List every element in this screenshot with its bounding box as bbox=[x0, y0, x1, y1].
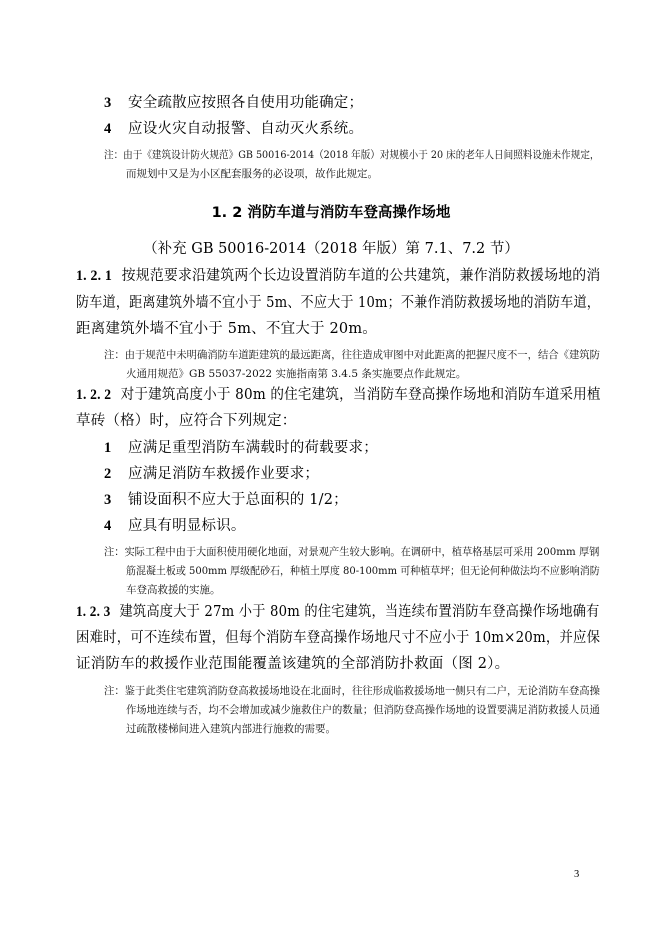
clause-line: 草砖（格）时，应符合下列规定： bbox=[76, 413, 297, 429]
list-item-text: 应满足消防车救援作业要求； bbox=[128, 466, 320, 482]
clause-text: 对于建筑高度小于 80m 的住宅建筑，当消防车登高操作场地和消防车道采用植 bbox=[120, 387, 601, 403]
section-subtitle: （补充 GB 50016-2014（2018 年版）第 7.1、7.2 节） bbox=[143, 241, 519, 257]
list-item-text: 应设火灾自动报警、自动灭火系统。 bbox=[128, 121, 364, 137]
note-line: 注：鉴于此类住宅建筑消防登高救援场地设在北面时，往往形成临救援场地一侧只有二户，无论消防车登高操 bbox=[104, 685, 600, 697]
clause-line: 防车道，距离建筑外墙不宜小于 5m、不应大于 10m；不兼作消防救援场地的消防车道， bbox=[76, 295, 601, 311]
list-item bbox=[104, 464, 319, 484]
list-item-number: 4 bbox=[104, 518, 112, 534]
list-item-number: 2 bbox=[104, 466, 112, 482]
clause-text: 建筑高度大于 27m 小于 80m 的住宅建筑，当连续布置消防车登高操作场地确有 bbox=[119, 604, 600, 620]
clause-line: 困难时，可不连续布置，但每个消防车登高操作场地尺寸不应小于 10m×20m，并应保 bbox=[76, 630, 601, 646]
note-line: 注：由于《建筑设计防火规范》GB 50016-2014（2018 年版）对规模小于 20 床的老年人日间照料设施未作规定， bbox=[104, 149, 600, 161]
note-line: 筋混凝土板或 500mm 厚级配砂石，种植土厚度 80-100mm 可种植草坪；但无论何种做法均不应影响消防 bbox=[126, 565, 600, 577]
clause-line: 距离建筑外墙不宜小于 5m、不宜大于 20m。 bbox=[76, 321, 377, 337]
note-line: 而规划中又是为小区配套服务的必设项，故作此规定。 bbox=[126, 168, 378, 180]
page-number: 3 bbox=[574, 869, 580, 880]
clause-first-line bbox=[76, 385, 601, 405]
list-item-number: 1 bbox=[104, 440, 112, 456]
clause-number: 1. 2. 2 bbox=[76, 387, 112, 403]
clause-first-line bbox=[76, 266, 600, 286]
note-line: 火通用规范》GB 55037-2022 实施指南第 3.4.5 条实施要点作此规定。 bbox=[126, 368, 467, 380]
section-title: 1. 2 消防车道与消防车登高操作场地 bbox=[211, 205, 451, 221]
list-item-number: 3 bbox=[104, 95, 112, 111]
list-item-number: 3 bbox=[104, 492, 112, 508]
clause-number: 1. 2. 3 bbox=[76, 604, 111, 620]
list-item-number: 4 bbox=[104, 121, 112, 137]
list-item-text: 安全疏散应按照各自使用功能确定； bbox=[128, 95, 364, 111]
clause-first-line bbox=[76, 602, 600, 622]
list-item bbox=[104, 438, 378, 458]
list-item bbox=[104, 93, 363, 113]
list-item-text: 铺设面积不应大于总面积的 1/2； bbox=[128, 492, 348, 508]
list-item bbox=[104, 516, 246, 536]
list-item-text: 应具有明显标识。 bbox=[128, 518, 246, 534]
note-line: 注：实际工程中由于大面积使用硬化地面，对景观产生较大影响。在调研中，植草格基层可采用 200mm 厚钢 bbox=[104, 546, 600, 558]
list-item bbox=[104, 119, 363, 139]
note-line: 作场地连续与否，均不会增加或减少施救住户的数量；但消防登高操作场地的设置要满足消防救援人员通 bbox=[126, 704, 600, 716]
list-item-text: 应满足重型消防车满载时的荷载要求； bbox=[128, 440, 378, 456]
clause-text: 按规范要求沿建筑两个长边设置消防车道的公共建筑，兼作消防救援场地的消 bbox=[121, 268, 601, 284]
clause-number: 1. 2. 1 bbox=[76, 268, 113, 284]
note-line: 注：由于规范中未明确消防车道距建筑的最远距离，往往造成审图中对此距离的把握尺度不一，结合《建筑防 bbox=[104, 349, 600, 361]
list-item bbox=[104, 490, 348, 510]
note-line: 过疏散楼梯间进入建筑内部进行施救的需要。 bbox=[126, 723, 336, 735]
clause-line: 证消防车的救援作业范围能覆盖该建筑的全部消防扑救面（图 2）。 bbox=[76, 656, 510, 672]
note-line: 车登高救援的实施。 bbox=[126, 584, 221, 596]
